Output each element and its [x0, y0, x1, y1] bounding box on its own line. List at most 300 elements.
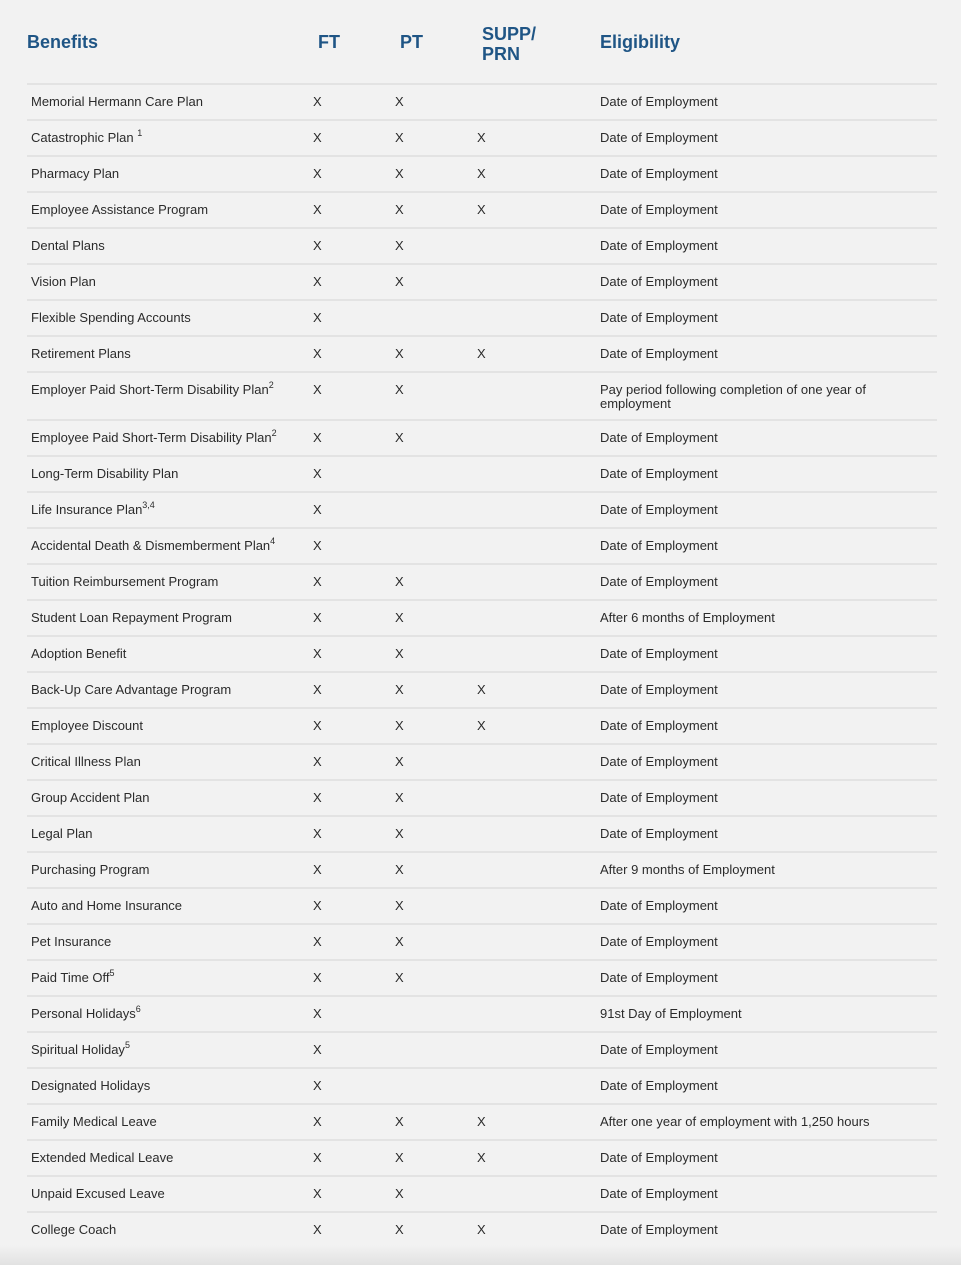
ft-cell [313, 708, 395, 744]
table-row [27, 888, 937, 924]
benefit-name: Flexible Spending Accounts [31, 310, 191, 325]
benefit-name-cell [27, 528, 313, 564]
benefit-name-cell [27, 300, 313, 336]
benefit-name-cell [27, 996, 313, 1032]
benefit-name: Legal Plan [31, 826, 93, 841]
footnote-marker: 5 [124, 1039, 130, 1050]
eligibility-cell: Date of Employment [595, 120, 937, 156]
table-row [27, 192, 937, 228]
bottom-shadow [0, 1245, 961, 1265]
table-row [27, 456, 937, 492]
pt-cell [395, 528, 477, 564]
header-supp-prn [477, 0, 595, 84]
eligibility-cell: Date of Employment [595, 156, 937, 192]
benefit-name: Life Insurance Plan [31, 502, 143, 517]
ft-cell [313, 300, 395, 336]
benefit-name: Unpaid Excused Leave [31, 1186, 165, 1201]
benefit-name-cell [27, 1176, 313, 1212]
pt-cell [395, 960, 477, 996]
supp-cell [477, 708, 595, 744]
table-row [27, 924, 937, 960]
benefit-name: Family Medical Leave [31, 1114, 157, 1129]
footnote-marker: 2 [268, 379, 274, 390]
ft-cell [313, 192, 395, 228]
pt-mark: X [395, 826, 404, 841]
supp-cell [477, 780, 595, 816]
pt-cell [395, 300, 477, 336]
table-row [27, 816, 937, 852]
supp-cell [477, 996, 595, 1032]
table-row [27, 84, 937, 120]
ft-cell [313, 1176, 395, 1212]
ft-mark: X [313, 1186, 322, 1201]
supp-cell [477, 456, 595, 492]
ft-mark: X [313, 94, 322, 109]
eligibility-cell: Date of Employment [595, 300, 937, 336]
pt-mark: X [395, 646, 404, 661]
benefit-name: Auto and Home Insurance [31, 898, 183, 913]
supp-cell [477, 816, 595, 852]
ft-mark: X [313, 346, 322, 361]
supp-mark: X [477, 718, 486, 733]
table-row [27, 120, 937, 156]
ft-cell [313, 228, 395, 264]
benefit-name-cell [27, 192, 313, 228]
supp-mark: X [477, 682, 486, 697]
benefit-name-cell [27, 1140, 313, 1176]
supp-cell [477, 492, 595, 528]
pt-cell [395, 120, 477, 156]
benefit-name-cell [27, 372, 313, 420]
pt-cell [395, 1032, 477, 1068]
pt-cell [395, 780, 477, 816]
ft-cell [313, 120, 395, 156]
supp-cell [477, 1140, 595, 1176]
eligibility-cell: Date of Employment [595, 264, 937, 300]
benefit-name-cell [27, 156, 313, 192]
supp-cell [477, 228, 595, 264]
pt-cell [395, 744, 477, 780]
pt-cell [395, 708, 477, 744]
table-body [27, 84, 937, 1248]
ft-cell [313, 264, 395, 300]
header-eligibility: Eligibility [595, 0, 937, 84]
benefit-name: Employee Paid Short-Term Disability Plan [31, 430, 272, 445]
pt-mark: X [395, 574, 404, 589]
benefit-name: Tuition Reimbursement Program [31, 574, 219, 589]
supp-cell [477, 744, 595, 780]
table-row [27, 264, 937, 300]
ft-cell [313, 600, 395, 636]
benefit-name-cell [27, 780, 313, 816]
benefit-name: Paid Time Off [31, 970, 110, 985]
eligibility-cell: Date of Employment [595, 888, 937, 924]
eligibility-cell: After one year of employment with 1,250 hours [595, 1104, 937, 1140]
eligibility-cell: Date of Employment [595, 528, 937, 564]
ft-mark: X [313, 1150, 322, 1165]
pt-cell [395, 636, 477, 672]
ft-cell [313, 492, 395, 528]
table-row [27, 1140, 937, 1176]
table-row [27, 336, 937, 372]
benefit-name: Employee Discount [31, 718, 143, 733]
footnote-marker: 3,4 [142, 499, 155, 510]
ft-mark: X [313, 826, 322, 841]
supp-cell [477, 300, 595, 336]
ft-cell [313, 1104, 395, 1140]
ft-cell [313, 924, 395, 960]
pt-mark: X [395, 754, 404, 769]
pt-mark: X [395, 94, 404, 109]
eligibility-cell: Date of Employment [595, 336, 937, 372]
supp-cell [477, 1068, 595, 1104]
pt-mark: X [395, 238, 404, 253]
eligibility-cell: Date of Employment [595, 816, 937, 852]
table-row [27, 564, 937, 600]
pt-cell [395, 84, 477, 120]
benefit-name-cell [27, 1104, 313, 1140]
table-row [27, 300, 937, 336]
benefit-name-cell [27, 1032, 313, 1068]
pt-mark: X [395, 202, 404, 217]
ft-mark: X [313, 934, 322, 949]
pt-cell [395, 492, 477, 528]
supp-mark: X [477, 202, 486, 217]
eligibility-cell: Date of Employment [595, 780, 937, 816]
benefit-name: College Coach [31, 1222, 117, 1237]
ft-cell [313, 780, 395, 816]
benefit-name-cell [27, 1068, 313, 1104]
supp-cell [477, 564, 595, 600]
benefit-name: Purchasing Program [31, 862, 150, 877]
pt-cell [395, 456, 477, 492]
benefit-name-cell [27, 636, 313, 672]
pt-cell [395, 1068, 477, 1104]
eligibility-cell: Date of Employment [595, 1176, 937, 1212]
eligibility-cell: Date of Employment [595, 228, 937, 264]
benefit-name-cell [27, 600, 313, 636]
supp-cell [477, 1212, 595, 1248]
ft-mark: X [313, 898, 322, 913]
pt-cell [395, 1176, 477, 1212]
eligibility-cell: Date of Employment [595, 456, 937, 492]
ft-cell [313, 744, 395, 780]
table-row [27, 372, 937, 420]
benefit-name-cell [27, 420, 313, 456]
ft-cell [313, 996, 395, 1032]
benefit-name: Extended Medical Leave [31, 1150, 174, 1165]
supp-cell [477, 372, 595, 420]
header-supp-line1: SUPP/ [482, 23, 537, 44]
ft-mark: X [313, 970, 322, 985]
table-row [27, 852, 937, 888]
ft-cell [313, 816, 395, 852]
ft-mark: X [313, 1114, 322, 1129]
benefit-name-cell [27, 744, 313, 780]
supp-cell [477, 528, 595, 564]
pt-mark: X [395, 970, 404, 985]
eligibility-cell: Date of Employment [595, 564, 937, 600]
supp-cell [477, 888, 595, 924]
pt-cell [395, 156, 477, 192]
table-row [27, 744, 937, 780]
table-row [27, 708, 937, 744]
supp-cell [477, 420, 595, 456]
benefit-name: Personal Holidays [31, 1006, 136, 1021]
benefit-name: Pharmacy Plan [31, 166, 120, 181]
pt-mark: X [395, 718, 404, 733]
supp-cell [477, 120, 595, 156]
pt-cell [395, 192, 477, 228]
pt-mark: X [395, 862, 404, 877]
pt-mark: X [395, 934, 404, 949]
ft-mark: X [313, 754, 322, 769]
eligibility-cell: Date of Employment [595, 960, 937, 996]
eligibility-cell: Date of Employment [595, 1068, 937, 1104]
pt-cell [395, 852, 477, 888]
ft-cell [313, 84, 395, 120]
ft-mark: X [313, 238, 322, 253]
ft-cell [313, 1032, 395, 1068]
eligibility-cell: Date of Employment [595, 192, 937, 228]
ft-cell [313, 564, 395, 600]
pt-cell [395, 564, 477, 600]
ft-mark: X [313, 538, 322, 553]
pt-cell [395, 600, 477, 636]
benefit-name-cell [27, 264, 313, 300]
ft-cell [313, 420, 395, 456]
ft-cell [313, 528, 395, 564]
benefit-name: Employee Assistance Program [31, 202, 209, 217]
supp-mark: X [477, 130, 486, 145]
eligibility-cell: Date of Employment [595, 636, 937, 672]
pt-mark: X [395, 1186, 404, 1201]
benefit-name: Memorial Hermann Care Plan [31, 94, 203, 109]
header-benefits: Benefits [27, 0, 313, 84]
table-row [27, 672, 937, 708]
benefit-name: Spiritual Holiday [31, 1042, 125, 1057]
benefit-name-cell [27, 492, 313, 528]
benefit-name-cell [27, 120, 313, 156]
pt-cell [395, 228, 477, 264]
supp-mark: X [477, 166, 486, 181]
benefit-name: Designated Holidays [31, 1078, 151, 1093]
benefit-name: Student Loan Repayment Program [31, 610, 232, 625]
eligibility-cell: Date of Employment [595, 924, 937, 960]
eligibility-cell: Date of Employment [595, 1140, 937, 1176]
eligibility-cell: After 9 months of Employment [595, 852, 937, 888]
pt-mark: X [395, 166, 404, 181]
supp-cell [477, 1032, 595, 1068]
ft-mark: X [313, 790, 322, 805]
pt-cell [395, 816, 477, 852]
eligibility-cell: 91st Day of Employment [595, 996, 937, 1032]
benefit-name-cell [27, 336, 313, 372]
pt-cell [395, 996, 477, 1032]
eligibility-cell: Date of Employment [595, 1032, 937, 1068]
benefit-name: Dental Plans [31, 238, 105, 253]
table-row [27, 1068, 937, 1104]
table-row [27, 228, 937, 264]
pt-cell [395, 1140, 477, 1176]
benefit-name-cell [27, 84, 313, 120]
header-supp-line2: PRN [482, 43, 521, 64]
benefit-name-cell [27, 852, 313, 888]
eligibility-cell: Date of Employment [595, 84, 937, 120]
table-row [27, 1104, 937, 1140]
eligibility-cell: Date of Employment [595, 1212, 937, 1248]
pt-mark: X [395, 790, 404, 805]
supp-cell [477, 264, 595, 300]
table-row [27, 960, 937, 996]
ft-cell [313, 336, 395, 372]
ft-mark: X [313, 862, 322, 877]
benefits-table [27, 0, 937, 1249]
pt-mark: X [395, 898, 404, 913]
pt-cell [395, 420, 477, 456]
ft-mark: X [313, 682, 322, 697]
benefit-name-cell [27, 888, 313, 924]
benefit-name-cell [27, 960, 313, 996]
benefit-name-cell [27, 564, 313, 600]
benefit-name: Vision Plan [31, 274, 96, 289]
pt-mark: X [395, 130, 404, 145]
pt-mark: X [395, 1150, 404, 1165]
pt-mark: X [395, 430, 404, 445]
supp-cell [477, 672, 595, 708]
ft-cell [313, 1140, 395, 1176]
pt-cell [395, 264, 477, 300]
pt-cell [395, 672, 477, 708]
pt-cell [395, 372, 477, 420]
ft-mark: X [313, 130, 322, 145]
ft-mark: X [313, 274, 322, 289]
benefit-name-cell [27, 1212, 313, 1248]
ft-mark: X [313, 718, 322, 733]
pt-mark: X [395, 1222, 404, 1237]
benefit-name: Long-Term Disability Plan [31, 466, 179, 481]
pt-mark: X [395, 382, 404, 397]
benefit-name-cell [27, 924, 313, 960]
pt-mark: X [395, 610, 404, 625]
benefit-name: Pet Insurance [31, 934, 112, 949]
ft-cell [313, 372, 395, 420]
benefit-name: Employer Paid Short-Term Disability Plan [31, 382, 269, 397]
supp-cell [477, 1176, 595, 1212]
benefit-name-cell [27, 816, 313, 852]
ft-cell [313, 456, 395, 492]
footnote-marker: 6 [135, 1003, 141, 1014]
table-row [27, 156, 937, 192]
pt-mark: X [395, 682, 404, 697]
ft-mark: X [313, 1006, 322, 1021]
table-row [27, 1176, 937, 1212]
table-row [27, 996, 937, 1032]
ft-cell [313, 156, 395, 192]
table-row [27, 1032, 937, 1068]
benefit-name: Adoption Benefit [31, 646, 127, 661]
ft-cell [313, 636, 395, 672]
eligibility-cell: Date of Employment [595, 672, 937, 708]
ft-cell [313, 960, 395, 996]
eligibility-cell: After 6 months of Employment [595, 600, 937, 636]
supp-cell [477, 156, 595, 192]
supp-cell [477, 84, 595, 120]
benefit-name-cell [27, 672, 313, 708]
benefit-name: Back-Up Care Advantage Program [31, 682, 232, 697]
ft-mark: X [313, 646, 322, 661]
ft-cell [313, 888, 395, 924]
ft-cell [313, 1212, 395, 1248]
eligibility-cell: Pay period following completion of one year of employment [595, 372, 937, 420]
ft-cell [313, 672, 395, 708]
eligibility-cell: Date of Employment [595, 492, 937, 528]
eligibility-cell: Date of Employment [595, 420, 937, 456]
supp-cell [477, 336, 595, 372]
footnote-marker: 4 [270, 535, 276, 546]
ft-mark: X [313, 202, 322, 217]
ft-mark: X [313, 1078, 322, 1093]
supp-cell [477, 636, 595, 672]
benefit-name-cell [27, 708, 313, 744]
supp-cell [477, 192, 595, 228]
ft-mark: X [313, 610, 322, 625]
pt-cell [395, 924, 477, 960]
table-row [27, 780, 937, 816]
ft-mark: X [313, 166, 322, 181]
supp-mark: X [477, 1114, 486, 1129]
header-pt: PT [395, 0, 477, 84]
supp-mark: X [477, 1222, 486, 1237]
ft-mark: X [313, 502, 322, 517]
supp-cell [477, 852, 595, 888]
pt-cell [395, 1212, 477, 1248]
benefit-name: Catastrophic Plan [31, 130, 138, 145]
benefit-name-cell [27, 456, 313, 492]
table-row [27, 636, 937, 672]
supp-mark: X [477, 346, 486, 361]
table-row [27, 420, 937, 456]
table-header-row [27, 0, 937, 84]
benefit-name: Group Accident Plan [31, 790, 150, 805]
ft-mark: X [313, 382, 322, 397]
pt-mark: X [395, 274, 404, 289]
pt-cell [395, 336, 477, 372]
table-row [27, 528, 937, 564]
ft-mark: X [313, 430, 322, 445]
ft-mark: X [313, 1042, 322, 1057]
ft-mark: X [313, 466, 322, 481]
supp-cell [477, 600, 595, 636]
pt-mark: X [395, 1114, 404, 1129]
footnote-marker: 5 [109, 967, 115, 978]
pt-mark: X [395, 346, 404, 361]
eligibility-cell: Date of Employment [595, 744, 937, 780]
supp-cell [477, 1104, 595, 1140]
supp-cell [477, 960, 595, 996]
benefit-name-cell [27, 228, 313, 264]
benefit-name: Accidental Death & Dismemberment Plan [31, 538, 271, 553]
header-ft: FT [313, 0, 395, 84]
ft-cell [313, 852, 395, 888]
pt-cell [395, 1104, 477, 1140]
supp-mark: X [477, 1150, 486, 1165]
ft-mark: X [313, 310, 322, 325]
footnote-marker: 1 [137, 127, 143, 138]
eligibility-cell: Date of Employment [595, 708, 937, 744]
table-row [27, 492, 937, 528]
benefit-name: Critical Illness Plan [31, 754, 141, 769]
